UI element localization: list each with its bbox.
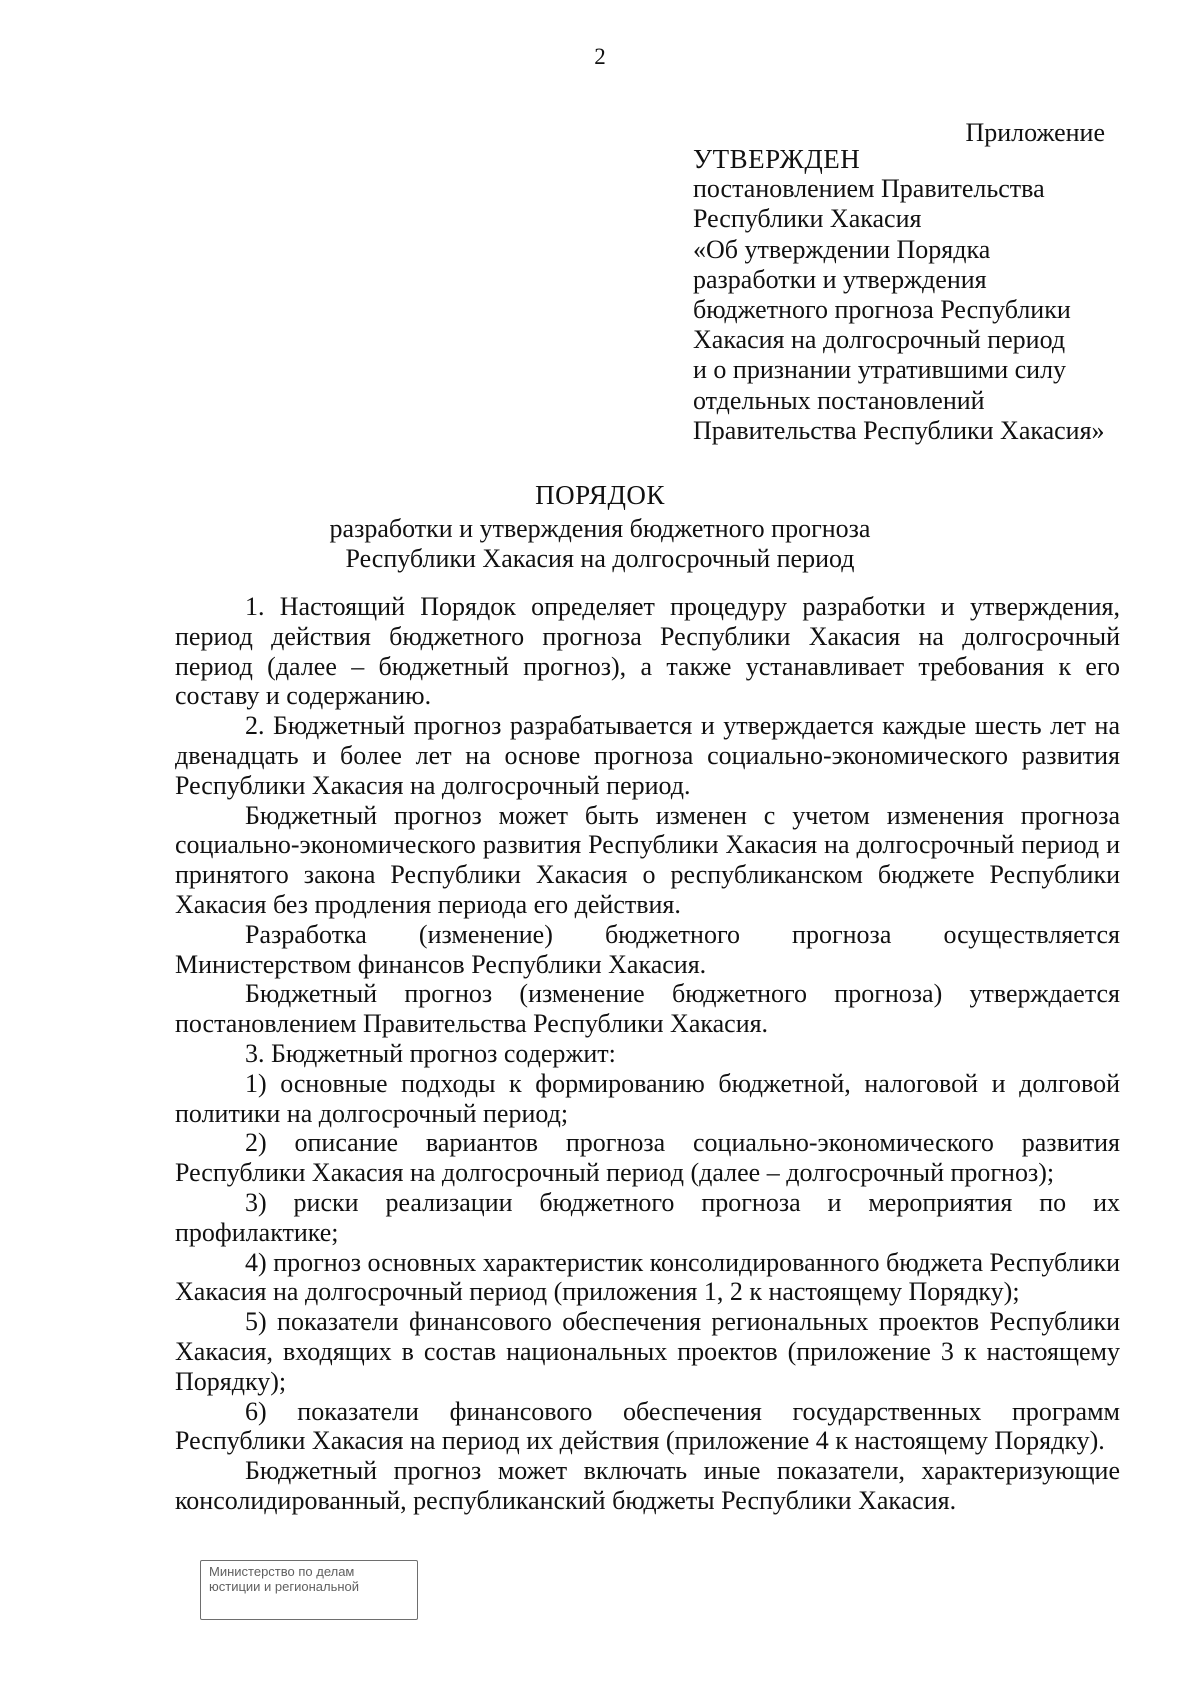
approval-line: бюджетного прогноза Республики — [693, 295, 1071, 325]
approval-line: Правительства Республики Хакасия» — [693, 415, 1105, 445]
stamp-line: юстиции и региональной — [209, 1579, 360, 1594]
document-title: ПОРЯДОК — [535, 480, 665, 510]
approval-line: Республики Хакасия — [693, 204, 922, 234]
appendix-label: Приложение — [965, 118, 1105, 147]
approval-line: и о признании утратившими силу — [693, 355, 1067, 385]
stamp-line: Министерство по делам — [209, 1564, 355, 1579]
document-subtitle: разработки и утверждения бюджетного прогноза — [329, 513, 871, 543]
document-heading — [0, 480, 1200, 575]
paragraph: Бюджетный прогноз может включать иные показатели, характеризующие консолидированный, республиканский бюджеты Республики Хакасия. — [175, 1456, 1120, 1515]
approval-line: отдельных постановлений — [693, 385, 985, 415]
paragraph: Бюджетный прогноз может быть изменен с учетом изменения прогноза социально-экономического развития Республики Хакасия на долгосрочный период и принятого закона Республики Хакасия о республиканском бюджете Республики Хакасия без продления периода его действия. — [175, 800, 1120, 919]
list-item: 1) основные подходы к формированию бюджетной, налоговой и долговой политики на долгосрочный период; — [175, 1068, 1120, 1128]
paragraph: Разработка (изменение) бюджетного прогноза осуществляется Министерством финансов Республики Хакасия. — [175, 919, 1120, 979]
document-body — [175, 592, 1120, 1516]
paragraph: 1. Настоящий Порядок определяет процедуру разработки и утверждения, период действия бюджетного прогноза Республики Хакасия на долгосрочный период (далее – бюджетный прогноз), а также устанавливает требования к его составу и содержанию. — [175, 592, 1120, 711]
approval-line: Хакасия на долгосрочный период — [693, 325, 1066, 355]
registration-stamp — [200, 1560, 418, 1620]
page-number: 2 — [594, 44, 606, 69]
paragraph: Бюджетный прогноз (изменение бюджетного прогноза) утверждается постановлением Правительства Республики Хакасия. — [175, 979, 1120, 1039]
document-subtitle: Республики Хакасия на долгосрочный период — [345, 544, 855, 573]
paragraph: 3. Бюджетный прогноз содержит: — [245, 1038, 616, 1068]
list-item: 6) показатели финансового обеспечения государственных программ Республики Хакасия на период их действия (приложение 4 к настоящему Порядку). — [175, 1396, 1120, 1456]
list-item: 4) прогноз основных характеристик консолидированного бюджета Республики Хакасия на долгосрочный период (приложения 1, 2 к настоящему Порядку); — [175, 1247, 1120, 1307]
approval-line: «Об утверждении Порядка — [693, 234, 991, 264]
list-item: 3) риски реализации бюджетного прогноза и мероприятия по их профилактике; — [175, 1187, 1120, 1247]
list-item: 2) описание вариантов прогноза социально-экономического развития Республики Хакасия на долгосрочный период (далее – долгосрочный прогноз); — [175, 1128, 1120, 1188]
approval-line: постановлением Правительства — [693, 174, 1045, 204]
approved-title: УТВЕРЖДЕН — [693, 144, 861, 174]
approval-line: разработки и утверждения — [693, 264, 987, 294]
paragraph: 2. Бюджетный прогноз разрабатывается и утверждается каждые шесть лет на двенадцать и более лет на основе прогноза социально-экономического развития Республики Хакасия на долгосрочный период. — [175, 711, 1120, 800]
approval-block — [693, 144, 1133, 446]
list-item: 5) показатели финансового обеспечения региональных проектов Республики Хакасия, входящих в состав национальных проектов (приложение 3 к настоящему Порядку); — [175, 1307, 1120, 1396]
